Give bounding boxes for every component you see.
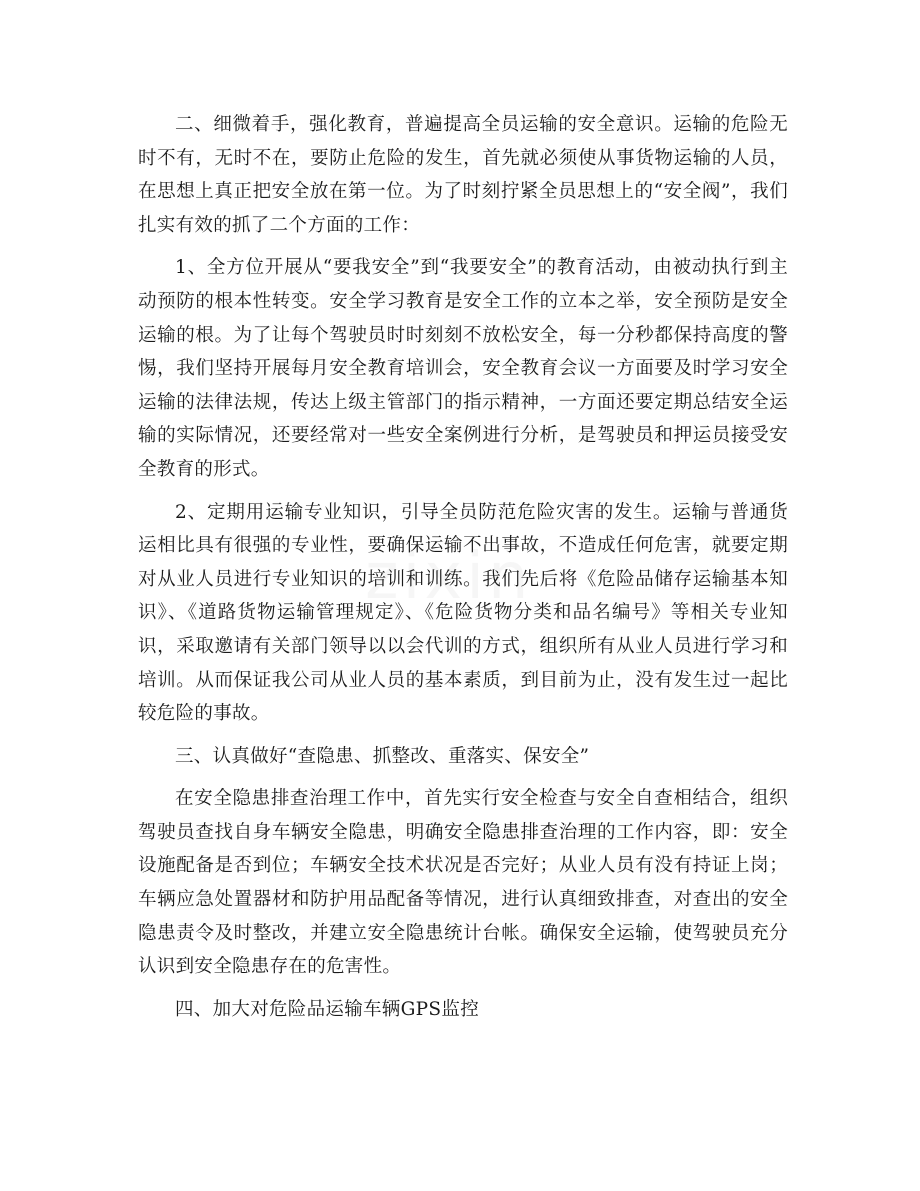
document-body (138, 108, 788, 1035)
paragraph-section-2: 二、细微着手，强化教育，普遍提高全员运输的安全意识。运输的危险无时不有，无时不在，要防止危险的发生，首先就必须使从事货物运输的人员，在思想上真正把安全放在第一位。为了时刻拧紧全员思想上的“安全阀”，我们扎实有效的抓了二个方面的工作： (138, 114, 788, 236)
paragraph-item-1: 1、全方位开展从“要我安全”到“我要安全”的教育活动，由被动执行到主动预防的根本性转变。安全学习教育是安全工作的立本之举，安全预防是安全运输的根。为了让每个驾驶员时时刻刻不放松安全，每一分秒都保持高度的警惕，我们坚持开展每月安全教育培训会，安全教育会议一方面要及时学习安全运输的法律法规，传达上级主管部门的指示精神，一方面还要定期总结安全运输的实际情况，还要经常对一些安全案例进行分析，是驾驶员和押运员接受安全教育的形式。 (138, 257, 788, 480)
paragraph-item-2: 2、定期用运输专业知识，引导全员防范危险灾害的发生。运输与普通货运相比具有很强的专业性，要确保运输不出事故，不造成任何危害，就要定期对从业人员进行专业知识的培训和训练。我们先后将《危险品储存运输基本知识》、《道路货物运输管理规定》、《危险货物分类和品名编号》等相关专业知识，采取邀请有关部门领导以以会代训的方式，组织所有从业人员进行学习和培训。从而保证我公司从业人员的基本素质，到目前为止，没有发生过一起比较危险的事故。 (138, 501, 788, 725)
paragraph-section-4-heading: 四、加大对危险品运输车辆GPS监控 (175, 998, 480, 1020)
paragraph-section-3-body: 在安全隐患排查治理工作中，首先实行安全检查与安全自查相结合，组织驾驶员查找自身车辆安全隐患，明确安全隐患排查治理的工作内容，即：安全设施配备是否到位；车辆安全技术状况是否完好；从业人员有没有持证上岗；车辆应急处置器材和防护用品配备等情况，进行认真细致排查，对查出的安全隐患责令及时整改，并建立安全隐患统计台帐。确保安全运输，使驾驶员充分认识到安全隐患存在的危害性。 (138, 788, 788, 978)
paragraph-section-3-heading: 三、认真做好“查隐患、抓整改、重落实、保安全” (175, 745, 590, 767)
